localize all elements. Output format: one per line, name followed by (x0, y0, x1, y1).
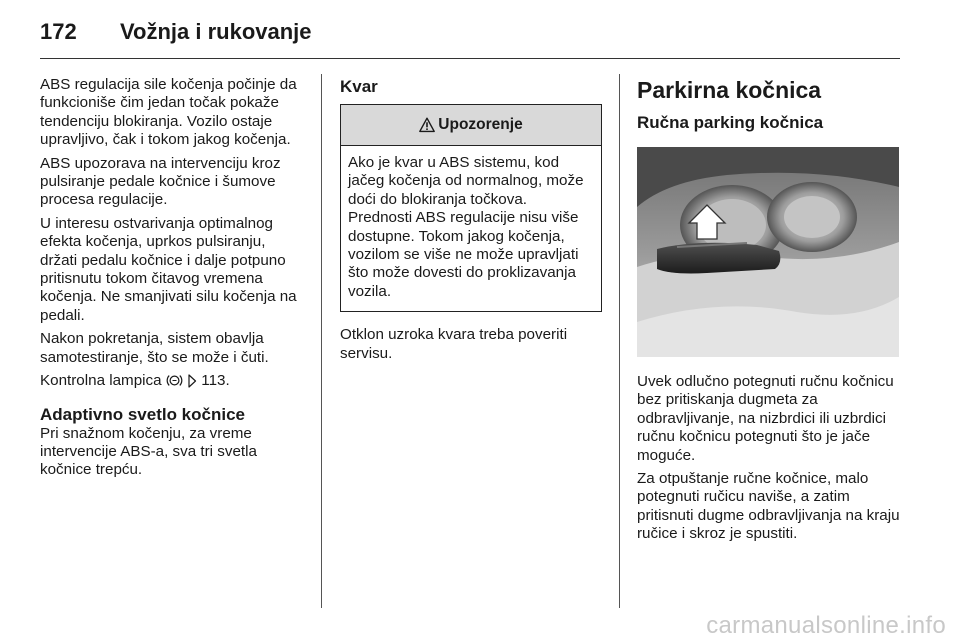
paragraph: Uvek odlučno potegnuti ručnu kočnicu bez pritiskanja dugmeta za odbravljivanje, na nizbrdici ili uzbrdici ručnu kočnicu potegnuti što je jače moguće. (637, 373, 894, 464)
warning-triangle-icon (419, 117, 435, 133)
warning-box (340, 104, 602, 312)
section-heading: Parkirna kočnica (637, 77, 822, 103)
column-left (40, 76, 305, 485)
paragraph: Nakon pokretanja, sistem obavlja samotestiranje, što se može i čuti. (40, 330, 269, 366)
watermark: carmanualsonline.info (706, 612, 946, 639)
warning-title: Upozorenje (438, 115, 523, 133)
paragraph: Za otpuštanje ručne kočnice, malo potegnuti ručicu naviše, a zatim pritisnuti dugme odbravljivanja na kraju ručice i skroz je spustiti. (637, 470, 900, 543)
warning-header (341, 105, 601, 146)
paragraph: Otklon uzroka kvara treba poveriti servisu. (340, 326, 568, 362)
section-heading: Kvar (340, 77, 378, 96)
paragraph: Pri snažnom kočenju, za vreme intervencije ABS-a, sva tri svetla kočnice trepću. (40, 424, 257, 479)
page-reference[interactable]: 113. (201, 372, 230, 390)
paragraph: ABS upozorava na intervenciju kroz pulsiranje pedale kočnice i šumove procesa regulacije. (40, 154, 281, 209)
paragraph: ABS regulacija sile kočenja počinje da funkcioniše čim jedan točak pokaže tendenciju blokiranja. Vozilo ostaje upravljivo, čak i tokom jakog kočenja. (40, 76, 297, 149)
page-reference-arrow-icon[interactable] (187, 374, 197, 388)
paragraph (40, 372, 305, 390)
paragraph: U interesu ostvarivanja optimalnog efekta kočenja, uprkos pulsiranju, držati pedalu kočnice i dalje potpuno pritisnutu tokom čitavog vremena kočenja. Ne smanjivati silu kočenja na pedali. (40, 214, 297, 324)
column-right (637, 76, 902, 549)
indicator-text: Kontrolna lampica (40, 372, 162, 390)
subsection-heading: Ručna parking kočnica (637, 113, 824, 132)
column-divider (321, 74, 322, 608)
column-divider (619, 74, 620, 608)
page-header (40, 12, 312, 52)
chapter-title: Vožnja i rukovanje (120, 19, 312, 44)
column-middle (340, 76, 602, 368)
header-divider (40, 58, 900, 59)
handbrake-photo (637, 147, 899, 357)
warning-text: Ako je kvar u ABS sistemu, kod jačeg kočenja od normalnog, može doći do blokiranja točkova. Prednosti ABS regulacije nisu više dostupne. Tokom jakog kočenja, vozilom se više ne može upravljati što može dovesti do proklizavanja vozila. (348, 154, 584, 300)
section-heading: Adaptivno svetlo kočnice (40, 404, 245, 424)
page-number: 172 (40, 19, 77, 44)
abs-warning-lamp-icon (166, 373, 183, 388)
